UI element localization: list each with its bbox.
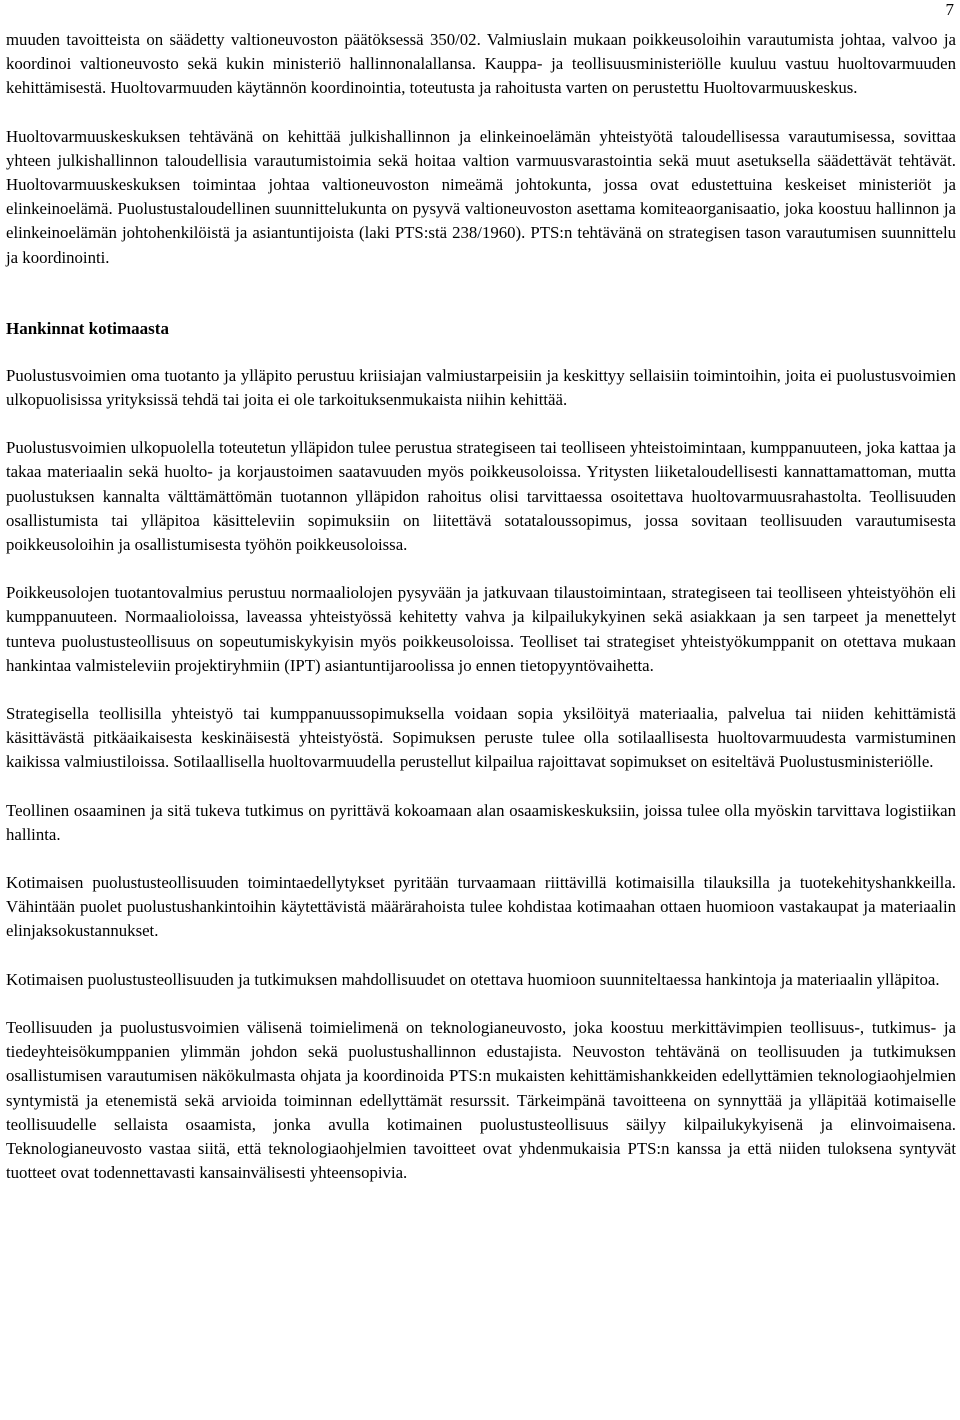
paragraph-huoltovarmuuskeskus: Huoltovarmuuskeskuksen tehtävänä on kehittää julkishallinnon ja elinkeinoelämän yhteistyötä taloudellisessa varautumisessa, sovittaa yhteen julkishallinnon taloudellisia varautumistoimia sekä hoitaa valtion varmuusvarastointia sekä muut asetuksella säädettävät tehtävät. Huoltovarmuuskeskuksen toimintaa johtaa valtioneuvoston nimeämä johtokunta, jossa ovat edustettuina keskeiset ministeriöt ja elinkeinoelämä. Puolustustaloudellinen suunnittelukunta on pysyvä valtioneuvoston asettama komiteaorganisaatio, joka koostuu hallinnon ja elinkeinoelämän johtohenkilöistä ja asiantuntijoista (laki PTS:stä 238/1960). PTS:n tehtävänä on strategisen tason varautumisen suunnittelu ja koordinointi. <box>6 126 956 267</box>
paragraph-tuotantovalmius: Poikkeusolojen tuotantovalmius perustuu normaaliolojen pysyvään ja jatkuvaan tilaustoimintaan, strategiseen tai teolliseen yhteistyöhön eli kumppanuuteen. Normaalioloissa, laveassa yhteistyössä kehitetty vahva ja kilpailukykyinen sekä asiakkaan ja sen tarpeet ja menettelyt tunteva puolustusteollisuus on sopeutumiskykyisin myös poikkeusoloissa. Teolliset tai strategiset yhteistyökumppanit on otettava mukaan hankintaa valmisteleviin projektiryhmiin (IPT) asiantuntijaroolissa jo ennen tietopyyntövaihetta. <box>6 583 956 675</box>
page-number: 7 <box>945 0 954 19</box>
paragraph-strateginen-yhteistyo: Strategisella teollisilla yhteistyö tai kumppanuussopimuksella voidaan sopia yksilöityä materiaalia, palvelua tai niiden kehittämistä käsittävästä pitkäaikaisesta keskinäisestä yhteistyöstä. Sopimuksen peruste tulee olla sotilaallisesta huoltovarmuudesta varmistuminen kaikissa valmiustiloissa. Sotilaallisella huoltovarmuudella perustellut kilpailua rajoittavat sopimukset on esiteltävä Puolustusministeriölle. <box>6 704 956 772</box>
paragraph-huoltovarmuus-tavoitteet: muuden tavoitteista on säädetty valtioneuvoston päätöksessä 350/02. Valmiuslain mukaan poikkeusoloihin varautumista johtaa, valvoo ja koordinoi valtioneuvosto sekä kukin ministeriö hallinnonalallansa. Kauppa- ja teollisuusministeriölle kuuluu vastuu huoltovarmuuden kehittämisestä. Huoltovarmuuden käytännön koordinointia, toteutusta ja rahoitusta varten on perustettu Huoltovarmuuskeskus. <box>6 30 956 98</box>
section-heading-hankinnat-kotimaasta: Hankinnat kotimaasta <box>6 318 169 338</box>
paragraph-teknologianeuvosto: Teollisuuden ja puolustusvoimien välisenä toimielimenä on teknologianeuvosto, joka koostuu merkittävimpien teollisuus-, tutkimus- ja tiedeyhteisökumppanien ylimmän johdon sekä puolustushallinnon edustajista. Neuvoston tehtävänä on teollisuuden ja tutkimuksen osallistumisen varautumisen näkökulmasta ohjata ja koordinoida PTS:n mukaisten kehittämishankkeiden edellyttämien teknologiaohjelmien syntymistä ja etenemistä sekä arvioida toiminnan edellyttämät resurssit. Tärkeimpänä tavoitteena on synnyttää ja ylläpitää kotimaiselle teollisuudelle sellaista osaamista, jonka avulla kotimainen puolustusteollisuus säilyy kilpailukykyisenä ja elinvoimaisena. Teknologianeuvosto vastaa siitä, että teknologiaohjelmien tavoitteet ovat yhdenmukaisia PTS:n kanssa ja että niiden tuloksena syntyvät tuotteet ovat todennettavasti kansainvälisesti yhteensopivia. <box>6 1017 956 1183</box>
paragraph-oma-tuotanto: Puolustusvoimien oma tuotanto ja ylläpito perustuu kriisiajan valmiustarpeisiin ja keskittyy sellaisiin toimintoihin, joita ei puolustusvoimien ulkopuolisissa yrityksissä tehdä tai joita ei ole tarkoituksenmukaista niihin kehittää. <box>6 365 956 410</box>
paragraph-hankintojen-suunnittelu: Kotimaisen puolustusteollisuuden ja tutkimuksen mahdollisuudet on otettava huomioon suunniteltaessa hankintoja ja materiaalin ylläpitoa. <box>6 969 940 989</box>
paragraph-kotimaiset-tilaukset: Kotimaisen puolustusteollisuuden toimintaedellytykset pyritään turvaamaan riittävillä kotimaisilla tilauksilla ja tuotekehityshankkeilla. Vähintään puolet puolustushankintoihin käytettävistä määrärahoista tulee kohdistaa kotimaahan ottaen huomioon vastakaupat ja materiaalin elinjaksokustannukset. <box>6 873 956 941</box>
document-body <box>6 28 956 1185</box>
paragraph-ulkopuolinen-yllapito: Puolustusvoimien ulkopuolella toteutetun ylläpidon tulee perustua strategiseen tai teolliseen yhteistoimintaan, kumppanuuteen, joka kattaa ja takaa materiaalin sekä huolto- ja korjaustoimen saatavuuden myös poikkeusoloissa. Yritysten liiketaloudellisesti kannattamattoman, mutta puolustuksen kannalta välttämättömän tuotannon ylläpidon rahoitus olisi tarvittaessa osoitettava huoltovarmuusrahastolta. Teollisuuden osallistumista tai ylläpitoa käsitteleviin sopimuksiin on liitettävä sotataloussopimus, jossa sovitaan teollisuuden varautumisesta poikkeusoloihin ja osallistumisesta työhön poikkeusoloissa. <box>6 438 956 555</box>
paragraph-osaamiskeskukset: Teollinen osaaminen ja sitä tukeva tutkimus on pyrittävä kokoamaan alan osaamiskeskuksiin, joissa tulee olla myöskin tarvittava logistiikan hallinta. <box>6 800 956 844</box>
